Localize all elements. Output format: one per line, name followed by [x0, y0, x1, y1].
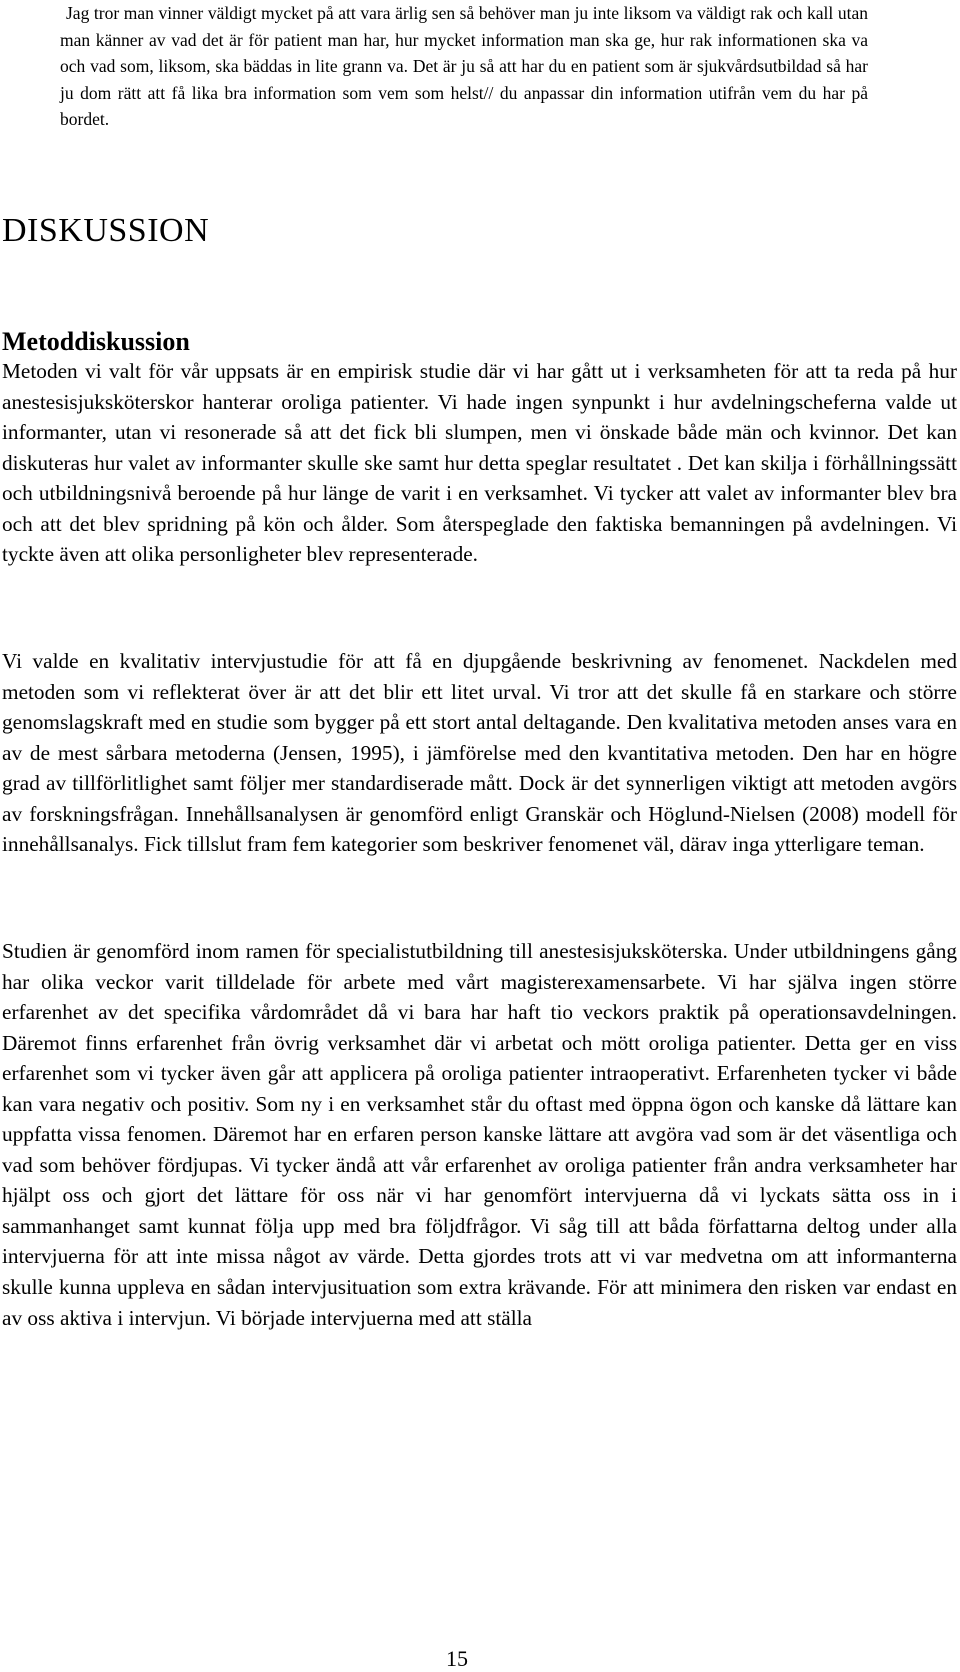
body-paragraph: Metoden vi valt för vår uppsats är en empirisk studie där vi har gått ut i verksamheten för att ta reda på hur anestesisjuksköterskor hanterar oroliga patienter. Vi hade ingen synpunkt i hur avdelningscheferna valde ut informanter, utan vi resonerade så att det fick bli slumpen, men vi önskade både män och kvinnor. Det kan diskuteras hur valet av informanter skulle ske samt hur detta speglar resultatet . Det kan skilja i förhållningssätt och utbildningsnivå beroende på hur länge de varit i en verksamhet. Vi tycker att valet av informanter blev bra och att det blev spridning på kön och ålder. Som återspeglade den faktiska bemanningen på avdelningen. Vi tyckte även att olika personligheter blev representerade. [2, 359, 957, 567]
section-heading: DISKUSSION [2, 212, 210, 249]
interview-quote: Jag tror man vinner väldigt mycket på att vara ärlig sen så behöver man ju inte liksom va väldigt rak och kall utan man känner av vad det är för patient man har, hur mycket information man ska ge, hur rak informationen ska va och vad som, liksom, ska bäddas in lite grann va. Det är ju så att har du en patient som är sjukvårdsutbildad så har ju dom rätt att få lika bra information som vem som helst// du anpassar din information utifrån vem du har på bordet. [60, 3, 868, 129]
page-number: 15 [446, 1646, 468, 1671]
body-paragraph: Studien är genomförd inom ramen för specialistutbildning till anestesisjuksköterska. Under utbildningens gång har olika veckor varit tilldelade för arbete med vårt magisterexamensarbete. Vi har själva ingen större erfarenhet av det specifika vårdområdet då vi bara har haft tio veckors praktik på operationsavdelningen. Däremot finns erfarenhet från övrig verksamhet där vi arbetat och mött oroliga patienter. Detta ger en viss erfarenhet som vi tycker även går att applicera på oroliga patienter intraoperativt. Erfarenheten tycker vi både kan vara negativ och positiv. Som ny i en verksamhet står du oftast med öppna ögon och kanske då lättare kan uppfatta vissa fenomen. Däremot har en erfaren person kanske lättare att avgöra vad som är det väsentliga och vad som behöver fördjupas. Vi tycker ändå att vår erfarenhet av oroliga patienter från andra verksamheter har hjälpt oss och gjort det lättare för oss när vi har genomfört intervjuerna då vi lyckats sätta oss in i sammanhanget samt kunnat följa upp med bra följdfrågor. Vi såg till att båda författarna deltog under alla intervjuerna för att inte missa något av värde. Detta gjordes trots att vi var medvetna om att informanterna skulle kunna uppleva en sådan intervjusituation som extra krävande. För att minimera den risken var endast en av oss aktiva i intervjun. Vi började intervjuerna med att ställa [2, 939, 957, 1330]
subsection-heading: Metoddiskussion [2, 327, 190, 356]
body-paragraph: Vi valde en kvalitativ intervjustudie för att få en djupgående beskrivning av fenomenet. Nackdelen med metoden som vi reflekterat över är att det blir ett litet urval. Vi tror att det skulle få en starkare och större genomslagskraft med en studie som bygger på ett stort antal deltagande. Den kvalitativa metoden anses vara en av de mest sårbara metoderna (Jensen, 1995), i jämförelse med den kvantitativa metoden. Den har en högre grad av tillförlitlighet samt följer mer standardiserade mått. Dock är det synnerligen viktigt att metoden avgörs av forskningsfrågan. Innehållsanalysen är genomförd enligt Granskär och Höglund-Nielsen (2008) modell för innehållsanalys. Fick tillslut fram fem kategorier som beskriver fenomenet väl, därav inga ytterligare teman. [2, 649, 957, 857]
